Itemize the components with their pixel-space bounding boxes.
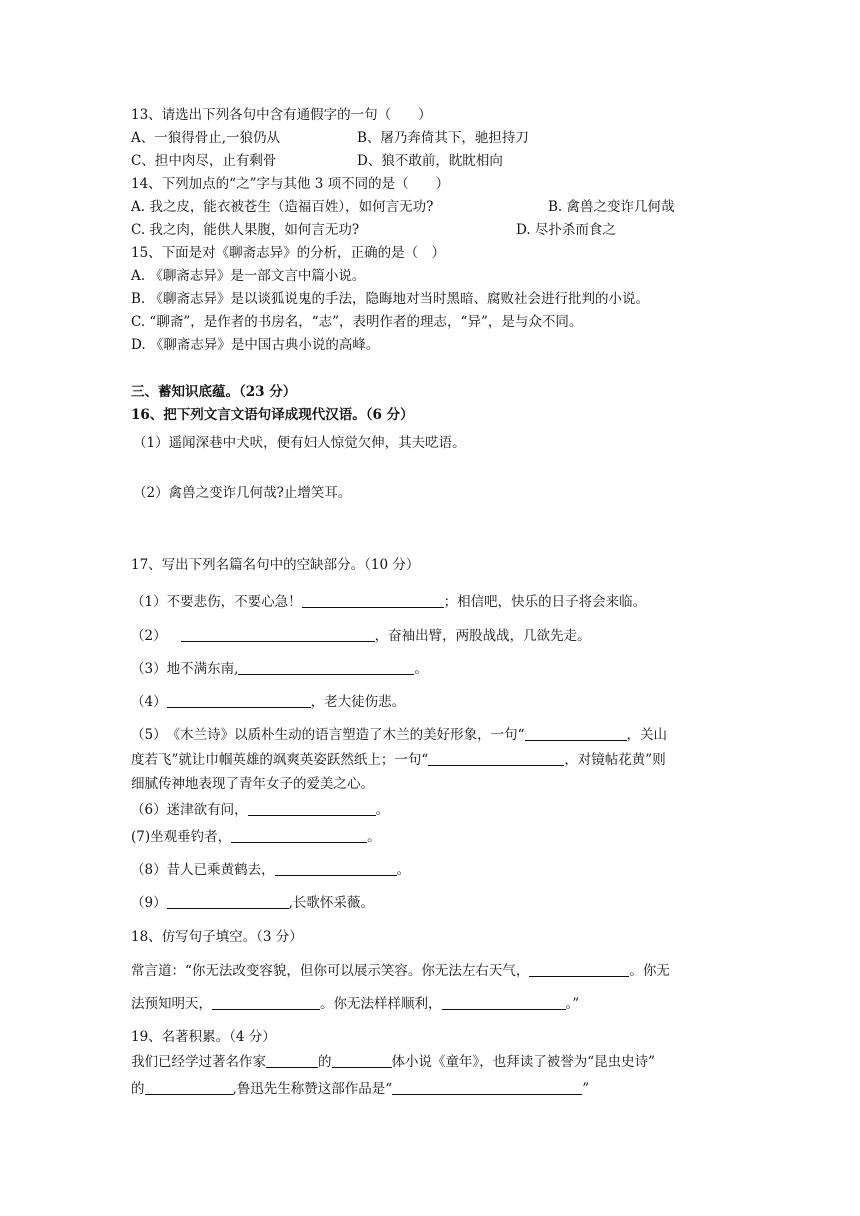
q17-item-6-suffix: 。: [375, 802, 390, 818]
q19-blank-author[interactable]: [266, 1053, 318, 1068]
q18-blank-1[interactable]: [529, 962, 629, 977]
q14-option-d: D. 尽扑杀而食之: [516, 222, 616, 238]
q14-option-c: C. 我之肉，能供人果腹，如何言无功?: [131, 222, 360, 238]
q17-item-2: [131, 627, 591, 645]
section-3-title: 三、蓄知识底蕴。（23 分）: [131, 384, 297, 400]
q17-item-5-suffix-1: ，关山: [626, 727, 667, 743]
q18-blank-3[interactable]: [442, 995, 566, 1010]
q17-item-4-prefix: （4）: [131, 694, 167, 710]
q18-line-2-suffix: 。”: [565, 996, 580, 1012]
q19-line-2-b: ,鲁迅先生称赞这部作品是“: [232, 1081, 393, 1097]
q17-item-4-blank[interactable]: [167, 693, 311, 708]
q17-item-5-blank-1[interactable]: [525, 726, 627, 741]
q15-stem: 15、下面是对《聊斋志异》的分析，正确的是（ ）: [131, 245, 446, 261]
q17-item-4-suffix: ，老大徒伤悲。: [310, 694, 406, 710]
q17-item-1: [131, 593, 646, 611]
q18-line-1: [131, 962, 670, 980]
q18-line-2-prefix: 法预知明天，: [131, 996, 212, 1012]
q18-line-1-prefix: 常言道：“你无法改变容貌，但你可以展示笑容。你无法左右天气，: [131, 963, 530, 979]
q17-item-3-prefix: （3）地不满东南,: [131, 661, 239, 677]
q19-line-2: [131, 1080, 589, 1098]
q13-option-b: B、屠乃奔倚其下，驰担持刀: [357, 130, 529, 146]
q15-option-a: A. 《聊斋志异》是一部文言中篇小说。: [131, 268, 366, 284]
q18-blank-2[interactable]: [212, 995, 320, 1010]
q17-stem: 17、写出下列名篇名句中的空缺部分。（10 分）: [131, 557, 420, 573]
q19-line-2-a: 的: [131, 1081, 145, 1097]
q18-line-2: [131, 995, 579, 1013]
q17-item-7-prefix: (7)坐观垂钓者，: [131, 829, 232, 845]
q17-item-5-line-3: 细腻传神地表现了青年女子的爱美之心。: [131, 776, 374, 792]
q17-item-3-suffix: 。: [414, 661, 428, 677]
q17-item-9: [131, 894, 374, 912]
q17-item-5-suffix-2: ，对镜帖花黄”则: [564, 752, 666, 768]
q13-option-d: D、狼不敢前，眈眈相向: [357, 153, 503, 169]
q15-option-b: B. 《聊斋志异》是以谈狐说鬼的手法，隐晦地对当时黑暗、腐败社会进行批判的小说。: [131, 291, 650, 307]
q16-stem: 16、把下列文言文语句译成现代汉语。（6 分）: [131, 407, 414, 423]
q17-item-5-mid: 度若飞”就让巾帼英雄的飒爽英姿跃然纸上；一句“: [131, 752, 429, 768]
q17-item-3-blank[interactable]: [238, 660, 414, 675]
q19-line-1: [131, 1053, 655, 1071]
q17-item-3: [131, 660, 428, 678]
q17-item-9-blank[interactable]: [167, 894, 289, 909]
q17-item-5-prefix: （5） 《木兰诗》以质朴生动的语言塑造了木兰的美好形象，一句“: [131, 727, 525, 743]
q18-line-2-mid: 。你无法样样顺利，: [320, 996, 442, 1012]
q17-item-6: [131, 801, 389, 819]
q13-option-c: C、担中肉尽，止有剩骨: [131, 153, 277, 169]
q17-item-1-blank[interactable]: [302, 593, 444, 608]
q17-item-2-prefix: （2）: [131, 628, 167, 644]
q14-option-b: B. 禽兽之变诈几何哉: [548, 199, 675, 215]
q19-line-1-b: 的: [318, 1054, 332, 1070]
q17-item-7-blank[interactable]: [231, 828, 367, 843]
q14-stem: 14、下列加点的“之”字与其他 3 项不同的是（ ）: [131, 176, 450, 192]
q17-item-1-prefix: （1）不要悲伤，不要心急！: [131, 594, 302, 610]
q14-option-a: A. 我之皮，能衣被苍生（造福百姓），如何言无功?: [131, 199, 434, 215]
q17-item-7: [131, 828, 381, 846]
q17-item-8: [131, 861, 410, 879]
q17-item-7-suffix: 。: [367, 829, 381, 845]
q17-item-5-line-1: [131, 726, 667, 744]
q19-blank-genre[interactable]: [332, 1053, 392, 1068]
q19-blank-praise[interactable]: [392, 1080, 582, 1095]
q17-item-6-blank[interactable]: [248, 801, 376, 816]
q16-sentence-1: （1）遥闻深巷中犬吠，便有妇人惊觉欠伸，其夫呓语。: [133, 435, 466, 451]
q17-item-8-blank[interactable]: [275, 861, 397, 876]
q19-line-2-c: ”: [582, 1081, 590, 1097]
q19-line-1-a: 我们已经学过著名作家: [131, 1054, 266, 1070]
q17-item-9-prefix: （9）: [131, 895, 167, 911]
q19-stem: 19、名著积累。（4 分）: [131, 1029, 276, 1045]
q19-line-1-c: 体小说《童年》，也拜读了被誉为“昆虫史诗”: [391, 1054, 656, 1070]
q19-blank-book[interactable]: [145, 1080, 233, 1095]
q18-line-1-suffix: 。你无: [629, 963, 670, 979]
q17-item-5-line-2: [131, 751, 666, 769]
q17-item-1-suffix: ；相信吧，快乐的日子将会来临。: [443, 594, 647, 610]
q18-stem: 18、仿写句子填空。（3 分）: [131, 929, 303, 945]
q17-item-2-blank[interactable]: [181, 627, 375, 642]
q15-option-d: D. 《聊斋志异》是中国古典小说的高峰。: [131, 337, 380, 353]
q13-option-a: A、一狼得骨止,一狼仍从: [131, 130, 281, 146]
q17-item-8-prefix: （8）昔人已乘黄鹤去，: [131, 862, 275, 878]
q17-item-2-suffix: ，奋袖出臂，两股战战，几欲先走。: [374, 628, 591, 644]
q17-item-9-suffix: ,长歌怀采薇。: [288, 895, 374, 911]
q13-stem: 13、请选出下列各句中含有通假字的一句（ ）: [131, 107, 432, 123]
q16-sentence-2: （2）禽兽之变诈几何哉?止增笑耳。: [133, 485, 352, 501]
q17-item-6-prefix: （6）迷津欲有问，: [131, 802, 248, 818]
q17-item-8-suffix: 。: [396, 862, 411, 878]
q17-item-4: [131, 693, 405, 711]
q15-option-c: C. “聊斋”，是作者的书房名，“志”，表明作者的理志，“异”，是与众不同。: [131, 314, 583, 330]
q17-item-5-blank-2[interactable]: [428, 751, 564, 766]
